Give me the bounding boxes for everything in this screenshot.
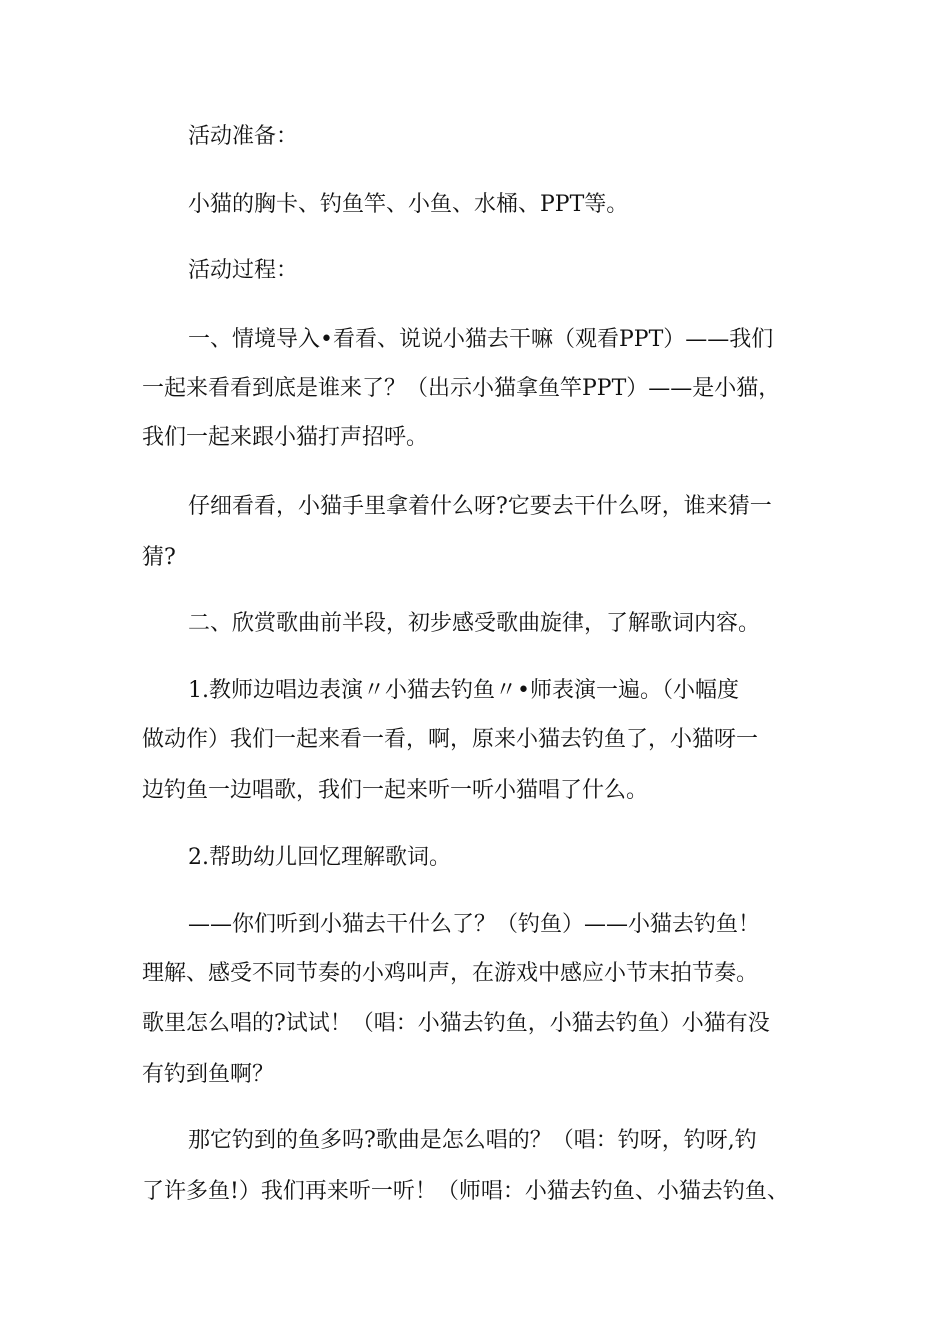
paragraph-line: 了许多鱼!）我们再来听一听！（师唱：小猫去钓鱼、小猫去钓鱼、 [142, 1179, 789, 1204]
paragraph-line: 歌里怎么唱的?试试！（唱：小猫去钓鱼，小猫去钓鱼）小猫有没 [142, 1011, 770, 1036]
paragraph-line: 那它钓到的鱼多吗?歌曲是怎么唱的？（唱：钓呀，钓呀,钓 [188, 1128, 757, 1153]
paragraph-line: 有钓到鱼啊？ [142, 1062, 275, 1087]
paragraph-line: 一、情境导入•看看、说说小猫去干嘛（观看PPT）——我们 [188, 327, 774, 352]
paragraph-line: ——你们听到小猫去干什么了？（钓鱼）——小猫去钓鱼！ [188, 912, 761, 937]
paragraph-line: 猜? [142, 545, 176, 570]
paragraph-line: 边钓鱼一边唱歌，我们一起来听一听小猫唱了什么。 [142, 778, 649, 803]
paragraph-line: 理解、感受不同节奏的小鸡叫声，在游戏中感应小节末拍节奏。 [142, 961, 759, 986]
section-heading-process: 活动过程： [188, 258, 299, 283]
paragraph-line: 做动作）我们一起来看一看，啊，原来小猫去钓鱼了，小猫呀一 [142, 727, 759, 752]
paragraph-line: 一起来看看到底是谁来了？（出示小猫拿鱼竿PPT）——是小猫， [142, 376, 781, 401]
section-heading-preparation: 活动准备： [188, 124, 299, 149]
materials-list: 小猫的胸卡、钓鱼竿、小鱼、水桶、PPT等。 [188, 192, 629, 217]
paragraph-line: 二、欣赏歌曲前半段，初步感受歌曲旋律，了解歌词内容。 [188, 611, 761, 636]
paragraph-line: 2.帮助幼儿回忆理解歌词。 [188, 845, 451, 870]
paragraph-line: 我们一起来跟小猫打声招呼。 [142, 425, 429, 450]
paragraph-line: 1.教师边唱边表演〃小猫去钓鱼〃•师表演一遍。（小幅度 [188, 678, 739, 703]
paragraph-line: 仔细看看，小猫手里拿着什么呀?它要去干什么呀，谁来猜一 [188, 494, 772, 519]
